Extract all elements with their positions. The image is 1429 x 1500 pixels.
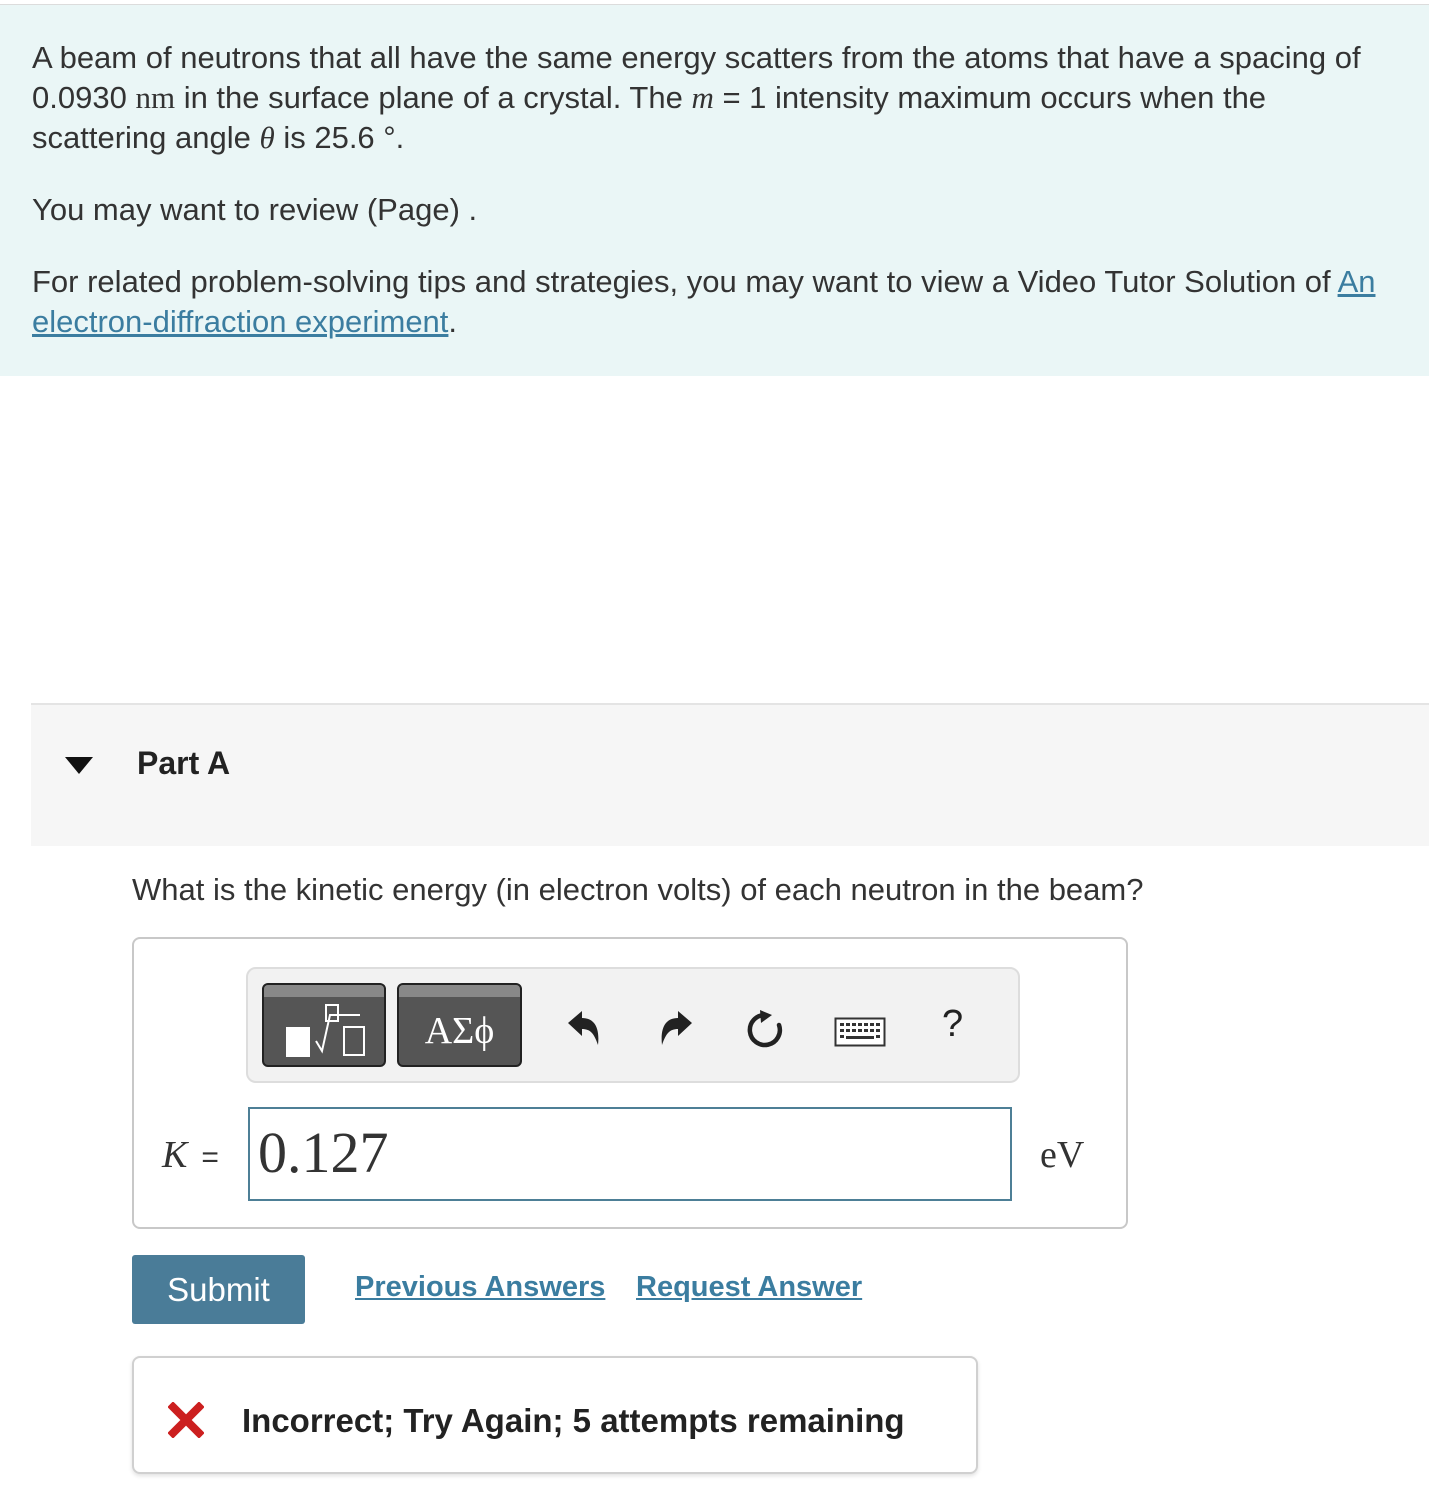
spacing-value: 0.0930 xyxy=(32,80,127,115)
problem-text: is 25.6 °. xyxy=(274,120,405,155)
variable-k: K xyxy=(162,1134,188,1176)
answer-input[interactable] xyxy=(248,1107,1012,1201)
undo-icon[interactable] xyxy=(564,1009,604,1049)
problem-text: = 1 intensity maximum occurs when the scattering angle xyxy=(32,80,1267,155)
part-title: Part A xyxy=(137,745,231,781)
templates-button[interactable] xyxy=(262,983,386,1067)
unit-label: eV xyxy=(1040,1134,1085,1176)
feedback-box xyxy=(132,1356,978,1474)
collapse-caret-icon[interactable] xyxy=(65,757,93,774)
tips-text: For related problem-solving tips and strategies, you may want to view a Video Tutor Solution of xyxy=(32,264,1338,299)
problem-statement xyxy=(32,38,1397,158)
part-a-header[interactable] xyxy=(31,703,1429,846)
answer-value: 0.127 xyxy=(258,1120,389,1185)
redo-icon[interactable] xyxy=(656,1009,696,1049)
help-icon[interactable]: ? xyxy=(942,1003,964,1045)
spacing-unit: nm xyxy=(135,80,176,115)
review-note: You may want to review (Page) . xyxy=(32,192,478,227)
error-x-icon xyxy=(168,1402,204,1438)
previous-answers-link[interactable]: Previous Answers xyxy=(355,1271,606,1303)
feedback-message: Incorrect; Try Again; 5 attempts remaining xyxy=(242,1402,905,1439)
order-variable: m xyxy=(691,80,714,115)
video-tutor-link[interactable]: An electron-diffraction experiment xyxy=(32,264,1376,339)
templates-icon xyxy=(264,985,386,1067)
math-toolbar xyxy=(246,967,1020,1083)
tips-paragraph xyxy=(32,262,1397,342)
problem-text: A beam of neutrons that all have the same energy scatters from the atoms that have a spacing of xyxy=(32,40,1361,75)
problem-intro xyxy=(0,5,1429,376)
request-answer-link[interactable]: Request Answer xyxy=(636,1271,863,1303)
reset-icon[interactable] xyxy=(744,1009,786,1051)
tips-end: . xyxy=(448,304,458,339)
answer-variable-label xyxy=(162,1133,219,1177)
answer-box xyxy=(132,937,1128,1229)
question-text: What is the kinetic energy (in electron volts) of each neutron in the beam? xyxy=(132,872,1144,907)
keyboard-icon[interactable] xyxy=(834,1017,886,1047)
angle-variable: θ xyxy=(259,120,275,155)
equals-sign: = xyxy=(201,1141,219,1174)
problem-text: in the surface plane of a crystal. The xyxy=(175,80,692,115)
symbols-button[interactable] xyxy=(397,983,522,1067)
submit-button[interactable]: Submit xyxy=(132,1255,305,1324)
symbols-label: ΑΣϕ xyxy=(424,1010,495,1052)
